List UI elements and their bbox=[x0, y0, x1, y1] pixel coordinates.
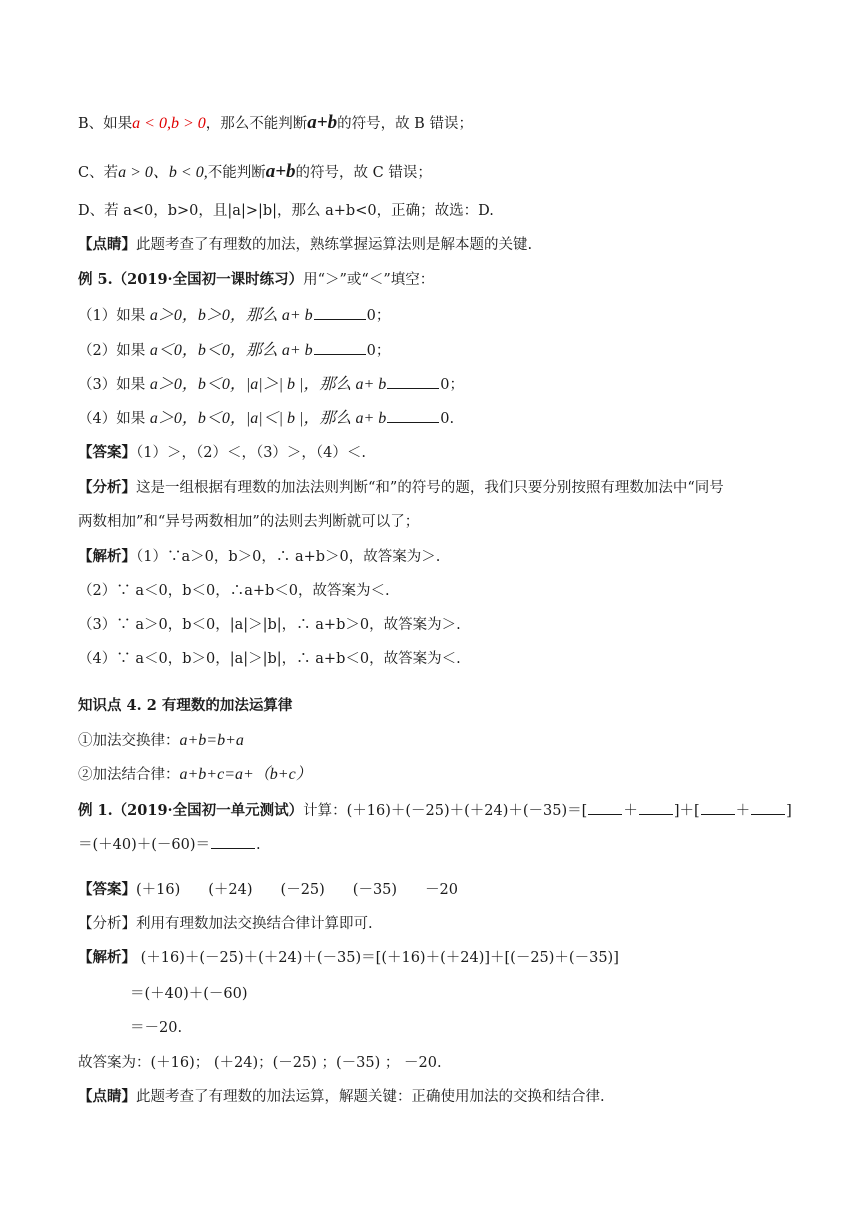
final-answer-line: 故答案为：(＋16)； (＋24)；(－25) ；(－35) ； －20. bbox=[78, 1055, 442, 1071]
example-5-title: 例 5.（2019·全国初一课时练习）用“＞”或“＜”填空： bbox=[78, 271, 435, 288]
answer-blank[interactable] bbox=[387, 408, 439, 423]
solution-line: （2）∵ a＜0，b＜0，∴a+b＜0，故答案为＜. bbox=[78, 583, 390, 599]
a-plus-b: a+b bbox=[307, 112, 338, 133]
answer-blank[interactable] bbox=[701, 800, 735, 815]
example-1-line-continued: ＝(＋40)＋(－60)＝ . bbox=[78, 834, 261, 855]
answer-blank[interactable] bbox=[211, 834, 255, 849]
option-b-condition: a < 0,b > 0 bbox=[132, 115, 206, 132]
analysis-line: 【分析】这是一组根据有理数的加法法则判断“和”的符号的题，我们只要分别按照有理数加法中“同号 bbox=[78, 479, 724, 496]
answer-blank[interactable] bbox=[387, 374, 439, 389]
answer-blank[interactable] bbox=[314, 340, 366, 355]
commutative-law: ①加法交换律：a+b=b+a bbox=[78, 732, 244, 749]
solution-step: ＝(＋40)＋(－60) bbox=[130, 986, 248, 1002]
option-d-line: D、若 a<0，b>0，且|a|>|b|，那么 a+b<0，正确；故选：D. bbox=[78, 203, 494, 219]
answer-blank[interactable] bbox=[639, 800, 673, 815]
solution-line: 【解析】（1）∵a＞0，b＞0，∴ a+b＞0，故答案为＞. bbox=[78, 548, 441, 565]
dianjing-line: 【点睛】此题考查了有理数的加法，熟练掌握运算法则是解本题的关键. bbox=[78, 236, 533, 253]
analysis-line: 【分析】利用有理数加法交换结合律计算即可. bbox=[78, 916, 373, 932]
associative-law: ②加法结合律：a+b+c=a+（b+c） bbox=[78, 766, 312, 783]
example-1-line: 例 1.（2019·全国初一单元测试）计算：(＋16)＋(－25)＋(＋24)＋(－35)＝[ ＋ ]＋[ ＋ ] bbox=[78, 802, 792, 819]
knowledge-point-title: 知识点 4. 2 有理数的加法运算律 bbox=[78, 697, 293, 714]
option-b-line: B、如果a < 0,b > 0，那么不能判断a+b的符号，故 B 错误； bbox=[78, 112, 473, 133]
dianjing-line: 【点睛】此题考查了有理数的加法运算，解题关键：正确使用加法的交换和结合律. bbox=[78, 1088, 605, 1105]
answer-blank[interactable] bbox=[314, 305, 366, 320]
solution-line: （3）∵ a＞0，b＜0，|a|＞|b|，∴ a+b＞0，故答案为＞. bbox=[78, 617, 461, 633]
analysis-line-continued: 两数相加”和“异号两数相加”的法则去判断就可以了； bbox=[78, 514, 420, 530]
solution-line: （4）∵ a＜0，b＞0，|a|＞|b|，∴ a+b＜0，故答案为＜. bbox=[78, 651, 461, 667]
a-plus-b: a+b bbox=[265, 161, 296, 182]
example-5-item: （1）如果 a＞0，b＞0，那么 a+ b 0； bbox=[78, 307, 391, 324]
example-5-item: （2）如果 a＜0，b＜0，那么 a+ b 0； bbox=[78, 342, 391, 359]
answer-line: 【答案】(＋16) (＋24) (－25) (－35) －20 bbox=[78, 881, 459, 898]
solution-step: ＝－20. bbox=[130, 1020, 183, 1036]
answer-line: 【答案】（1）＞，（2）＜，（3）＞，（4）＜. bbox=[78, 444, 367, 461]
answer-blank[interactable] bbox=[751, 800, 785, 815]
option-c-line: C、若a > 0、b < 0,不能判断a+b的符号，故 C 错误； bbox=[78, 161, 432, 182]
solution-line: 【解析】 (＋16)＋(－25)＋(＋24)＋(－35)＝[(＋16)＋(＋24)]＋[(－25)＋(－35)] bbox=[78, 949, 619, 966]
example-5-item: （3）如果 a＞0，b＜0，|a|＞| b |，那么 a+ b 0； bbox=[78, 376, 464, 393]
answer-blank[interactable] bbox=[588, 800, 622, 815]
example-5-item: （4）如果 a＞0，b＜0，|a|＜| b |，那么 a+ b 0. bbox=[78, 410, 455, 427]
